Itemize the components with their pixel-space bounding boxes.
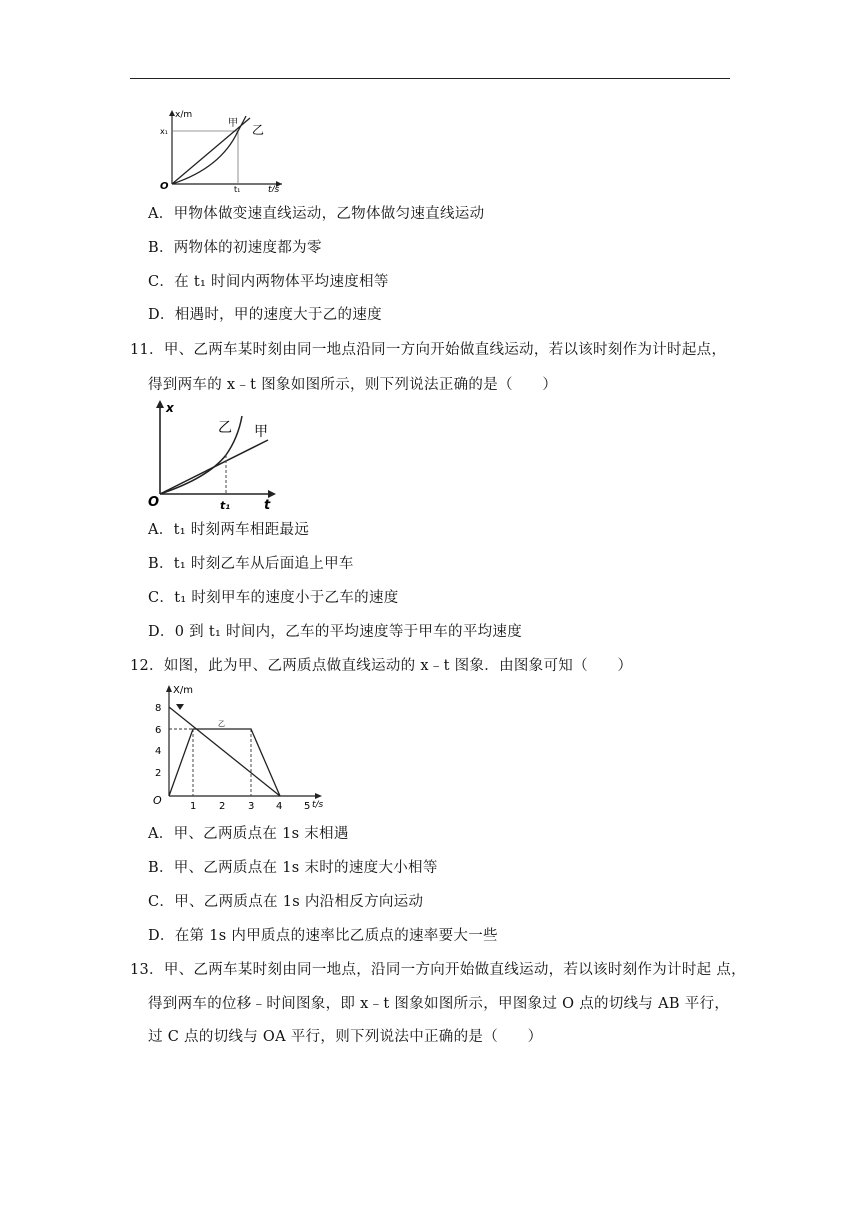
q13-stem-line1: 13．甲、乙两车某时刻由同一地点，沿同一方向开始做直线运动，若以该时刻作为计时起 点， xyxy=(130,962,746,978)
q11-graph xyxy=(146,396,280,514)
y-tick-4: 4 xyxy=(155,746,162,757)
svg-text:乙: 乙 xyxy=(218,420,232,436)
svg-text:甲: 甲 xyxy=(228,118,238,129)
q12-stem: 12．如图，此为甲、乙两质点做直线运动的 x﹣t 图象．由图象可知（ ） xyxy=(130,658,633,674)
q11-option-d[interactable]: D．0 到 t₁ 时间内，乙车的平均速度等于甲车的平均速度 xyxy=(148,624,523,640)
q11-option-a[interactable]: A．t₁ 时刻两车相距最远 xyxy=(148,522,310,538)
q13-stem-line2: 得到两车的位移﹣时间图象，即 x﹣t 图象如图所示，甲图象过 O 点的切线与 AB 平行， xyxy=(148,996,730,1012)
q11-stem-line2: 得到两车的 x﹣t 图象如图所示，则下列说法正确的是（ ） xyxy=(148,377,558,393)
svg-text:O: O xyxy=(160,181,169,192)
y-tick-8: 8 xyxy=(155,703,162,714)
series-yi-line xyxy=(169,729,280,796)
q13-stem-line3: 过 C 点的切线与 OA 平行，则下列说法中正确的是（ ） xyxy=(148,1029,543,1045)
q11-option-c[interactable]: C．t₁ 时刻甲车的速度小于乙车的速度 xyxy=(148,590,399,606)
q12-option-b[interactable]: B．甲、乙两质点在 1s 末时的速度大小相等 xyxy=(148,860,438,876)
q10-option-c[interactable]: C．在 t₁ 时间内两物体平均速度相等 xyxy=(148,274,389,290)
q12-option-d[interactable]: D．在第 1s 内甲质点的速率比乙质点的速率要大一些 xyxy=(148,928,498,944)
svg-text:t/s: t/s xyxy=(312,800,324,810)
q10-graph xyxy=(146,106,286,196)
x-tick-3: 3 xyxy=(248,801,255,812)
svg-text:t₁: t₁ xyxy=(220,499,231,510)
svg-text:O: O xyxy=(153,794,162,807)
q12-option-c[interactable]: C．甲、乙两质点在 1s 内沿相反方向运动 xyxy=(148,894,424,910)
q10-option-a[interactable]: A．甲物体做变速直线运动，乙物体做匀速直线运动 xyxy=(148,206,485,222)
y-tick-2: 2 xyxy=(155,768,162,779)
svg-text:x₁: x₁ xyxy=(160,127,168,136)
x-tick-2: 2 xyxy=(219,801,226,812)
svg-text:x/m: x/m xyxy=(175,110,193,120)
x-tick-5: 5 xyxy=(304,801,311,812)
x-tick-4: 4 xyxy=(276,801,283,812)
q12-graph xyxy=(146,680,336,816)
svg-text:甲: 甲 xyxy=(254,424,268,440)
svg-text:乙: 乙 xyxy=(252,123,265,137)
q12-option-a[interactable]: A．甲、乙两质点在 1s 末相遇 xyxy=(148,826,349,842)
q10-option-b[interactable]: B．两物体的初速度都为零 xyxy=(148,240,322,256)
x-tick-1: 1 xyxy=(190,801,197,812)
svg-text:x: x xyxy=(166,401,174,415)
q11-option-b[interactable]: B．t₁ 时刻乙车从后面追上甲车 xyxy=(148,556,354,572)
svg-text:t₁: t₁ xyxy=(234,185,241,192)
svg-text:t/s: t/s xyxy=(268,185,280,192)
header-rule xyxy=(130,78,730,79)
svg-text:X/m: X/m xyxy=(173,685,193,696)
y-tick-6: 6 xyxy=(155,725,162,736)
q11-stem-line1: 11．甲、乙两车某时刻由同一地点沿同一方向开始做直线运动，若以该时刻作为计时起点， xyxy=(130,342,727,358)
svg-text:乙: 乙 xyxy=(218,720,225,728)
svg-text:O: O xyxy=(148,495,160,510)
svg-text:t: t xyxy=(264,498,271,510)
q10-option-d[interactable]: D．相遇时，甲的速度大于乙的速度 xyxy=(148,307,382,323)
